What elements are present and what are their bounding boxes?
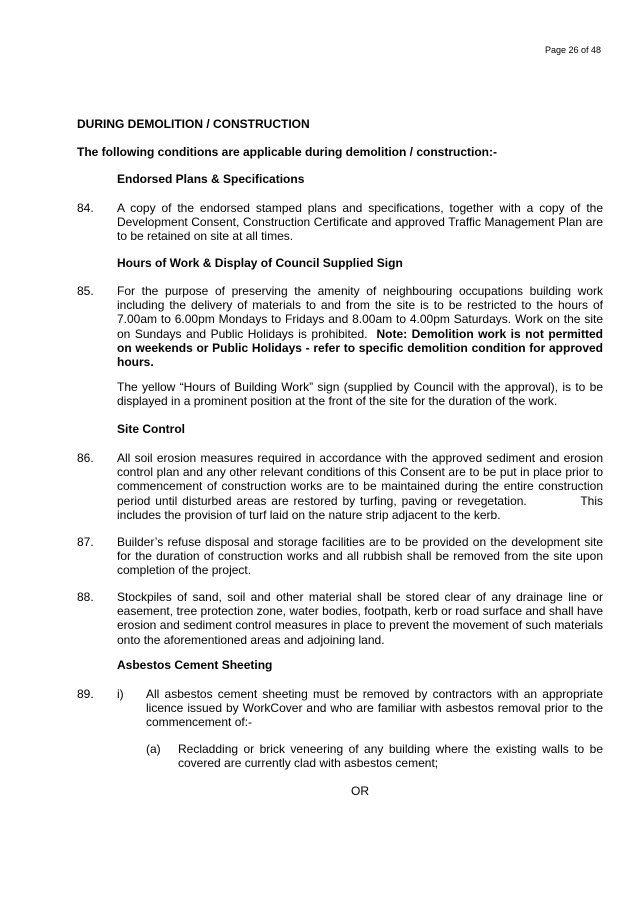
section-title: DURING DEMOLITION / CONSTRUCTION bbox=[77, 117, 310, 131]
condition-86-body bbox=[117, 451, 603, 522]
or-separator: OR bbox=[351, 784, 369, 798]
section-intro: The following conditions are applicable during demolition / construction:- bbox=[77, 145, 498, 159]
condition-87-number: 87. bbox=[77, 535, 94, 549]
condition-89-body: All asbestos cement sheeting must be removed by contractors with an appropriate licence issued by WorkCover and who are familiar with asbestos removal prior to the commencement of:- bbox=[146, 687, 603, 730]
condition-89-alpha: (a) bbox=[146, 742, 161, 756]
condition-86-text bbox=[117, 451, 603, 522]
subheading-endorsed-plans: Endorsed Plans & Specifications bbox=[117, 172, 305, 186]
condition-85-body bbox=[117, 284, 603, 369]
subheading-hours-of-work: Hours of Work & Display of Council Supplied Sign bbox=[117, 256, 403, 270]
condition-85-note: Note: Demolition work is not permitted on weekends or Public Holidays - refer to specific demolition condition for approved hours. bbox=[117, 326, 603, 370]
condition-84-text bbox=[117, 201, 603, 244]
condition-88-number: 88. bbox=[77, 590, 94, 604]
condition-85-body-text: For the purpose of preserving the amenity of neighbouring occupations building work including the delivery of materials to and from the site is to be restricted to the hours of 7.00am to 6.00pm Mondays to Fridays and 8.00am to 4.00pm Saturdays. Work on the site on Sundays and Public Holidays is prohibited. bbox=[117, 284, 603, 341]
condition-89-text bbox=[146, 687, 603, 730]
condition-86-body-text2: This includes the provision of turf laid on the nature strip adjacent to the kerb. bbox=[117, 493, 603, 522]
condition-84-number: 84. bbox=[77, 201, 94, 215]
condition-86-body-text: All soil erosion measures required in accordance with the approved sediment and erosion control plan and any other relevant conditions of this Consent are to be put in place prior to commencement of construction works are to be maintained during the entire construction period until disturbed areas are restored by turfing, paving or revegetation. bbox=[117, 451, 603, 508]
condition-85-text bbox=[117, 284, 603, 369]
subheading-asbestos: Asbestos Cement Sheeting bbox=[117, 658, 273, 672]
condition-86-number: 86. bbox=[77, 451, 94, 465]
condition-89-alpha-body: Recladding or brick veneering of any building where the existing walls to be covered are currently clad with asbestos cement; bbox=[178, 742, 603, 771]
condition-89-roman: i) bbox=[117, 687, 124, 701]
condition-87-text bbox=[117, 535, 603, 578]
condition-89-number: 89. bbox=[77, 687, 94, 701]
condition-85-sign-paragraph bbox=[117, 380, 603, 408]
subheading-site-control: Site Control bbox=[117, 422, 185, 436]
page-number: Page 26 of 48 bbox=[544, 45, 601, 55]
condition-85-sign: The yellow “Hours of Building Work” sign (supplied by Council with the approval), is to be displayed in a prominent position at the front of the site for the duration of the work. bbox=[117, 380, 603, 409]
condition-84-body: A copy of the endorsed stamped plans and specifications, together with a copy of the Development Consent, Construction Certificate and approved Traffic Management Plan are to be retained on site at all times. bbox=[117, 201, 603, 244]
condition-89-alpha-text bbox=[178, 742, 603, 770]
condition-85-number: 85. bbox=[77, 284, 94, 298]
condition-87-body: Builder’s refuse disposal and storage facilities are to be provided on the development site for the duration of construction works and all rubbish shall be removed from the site upon completion of the project. bbox=[117, 535, 603, 578]
condition-88-body: Stockpiles of sand, soil and other material shall be stored clear of any drainage line or easement, tree protection zone, water bodies, footpath, kerb or road surface and shall have erosion and sediment control measures in place to prevent the movement of such materials onto the aforementioned areas and adjoining land. bbox=[117, 590, 603, 647]
condition-88-text bbox=[117, 590, 603, 647]
